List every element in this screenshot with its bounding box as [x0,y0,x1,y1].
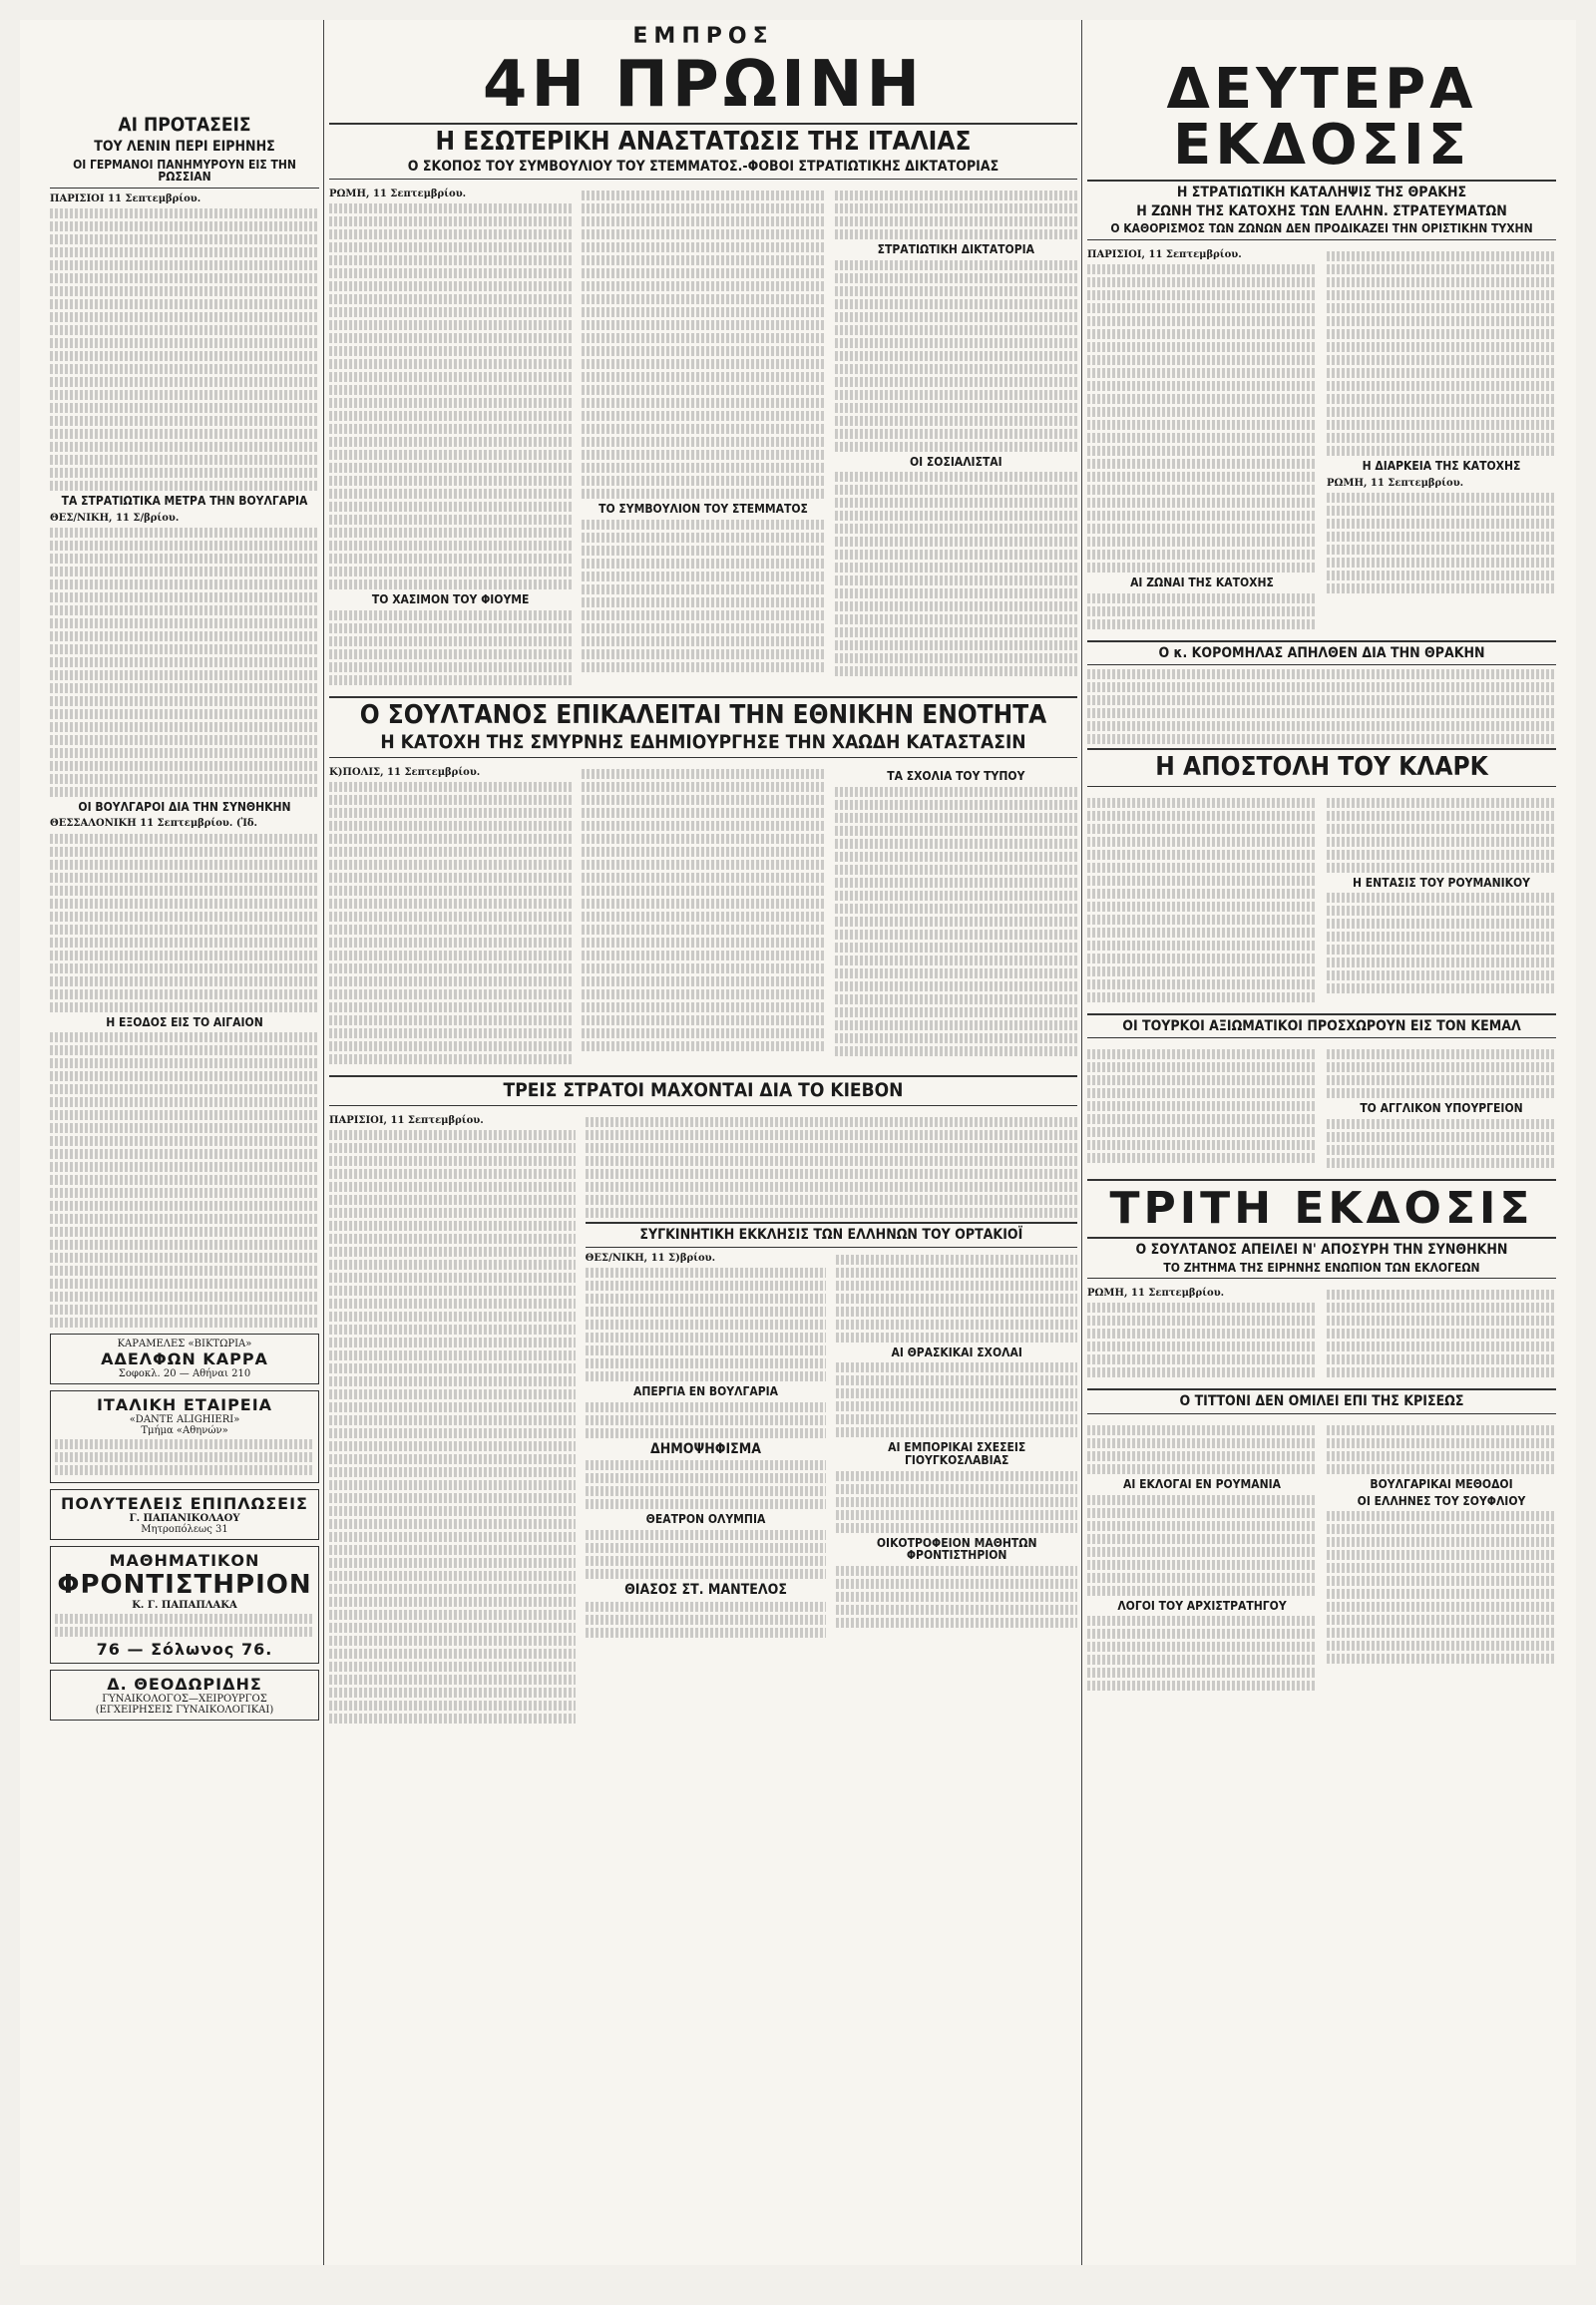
dateline: ΘΕΣ/ΝΙΚΗ, 11 Σ/βρίου. [50,512,180,524]
section-heading: ΛΟΓΟΙ ΤΟΥ ΑΡΧΙΣΤΡΑΤΗΓΟΥ [1117,1598,1287,1613]
section-heading: ΤΟ ΧΑΣΙΜΟΝ ΤΟΥ ΦΙΟΥΜΕ [371,592,530,607]
advertisement: Δ. ΘΕΟΔΩΡΙΔΗΣ ΓΥΝΑΙΚΟΛΟΓΟΣ—ΧΕΙΡΟΥΡΓΟΣ (ΕΓΧΕΙΡΗΣΕΙΣ ΓΥΝΑΙΚΟΛΟΓΙΚΑΙ) [50,1670,319,1721]
article-headline: Ο ΤΙΤΤΟΝΙ ΔΕΝ ΟΜΙΛΕΙ ΕΠΙ ΤΗΣ ΚΡΙΣΕΩΣ [1179,1393,1464,1410]
article-headline: Η ΑΠΟΣΤΟΛΗ ΤΟΥ ΚΛΑΡΚ [1155,752,1488,783]
section-heading: ΑΙ ΕΜΠΟΡΙΚΑΙ ΣΧΕΣΕΙΣ ΓΙΟΥΓΚΟΣΛΑΒΙΑΣ [888,1440,1026,1467]
middle-column [329,20,1077,2265]
dateline: ΡΩΜΗ, 11 Σεπτεμβρίου. [1087,1288,1225,1300]
advertisement: ΚΑΡΑΜΕΛΕΣ «ΒΙΚΤΩΡΙΑ» ΑΔΕΛΦΩΝ ΚΑΡΡΑ Σοφοκλ. 20 — Αθήναι 210 [50,1334,319,1384]
advertisement: ΙΤΑΛΙΚΗ ΕΤΑΙΡΕΙΑ «DANTE ALIGHIERI» Τμήμα «Αθηνών» [50,1390,319,1483]
section-heading: ΟΙ ΣΟΣΙΑΛΙΣΤΑΙ [909,454,1002,469]
advertisement: ΠΟΛΥΤΕΛΕΙΣ ΕΠΙΠΛΩΣΕΙΣ Γ. ΠΑΠΑΝΙΚΟΛΑΟΥ Μητροπόλεως 31 [50,1489,319,1540]
article-columns [1087,1418,1556,1698]
article-headline: ΤΡΕΙΣ ΣΤΡΑΤΟΙ ΜΑΧΟΝΤΑΙ ΔΙΑ ΤΟ ΚΙΕΒΟΝ [503,1079,904,1102]
article-columns [1087,1283,1556,1384]
article-headline: Ο ΣΟΥΛΤΑΝΟΣ ΑΠΕΙΛΕΙ Ν' ΑΠΟΣΥΡΗ ΤΗΝ ΣΥΝΘΗΚΗΝ [1135,1242,1508,1259]
section-heading: ΤΑ ΣΧΟΛΙΑ ΤΟΥ ΤΥΠΟΥ [887,769,1025,783]
dateline: ΠΑΡΙΣΙΟΙ, 11 Σεπτεμβρίου. [1087,248,1242,260]
section-heading: ΣΤΡΑΤΙΩΤΙΚΗ ΔΙΚΤΑΤΟΡΙΑ [877,241,1035,256]
dateline: ΡΩΜΗ, 11 Σεπτεμβρίου. [329,188,467,199]
lead-headline: Ο ΣΟΥΛΤΑΝΟΣ ΕΠΙΚΑΛΕΙΤΑΙ ΤΗΝ ΕΘΝΙΚΗΝ ΕΝΟΤΗΤΑ [359,699,1047,730]
section-heading: ΑΠΕΡΓΙΑ ΕΝ ΒΟΥΛΓΑΡΙΑ [633,1384,778,1398]
section-heading: ΔΗΜΟΨΗΦΙΣΜΑ [649,1440,762,1457]
article-body [50,512,319,797]
article-headline: Ο κ. ΚΟΡΟΜΗΛΑΣ ΑΠΗΛΘΕΝ ΔΙΑ ΤΗΝ ΘΡΑΚΗΝ [1158,644,1485,661]
section-heading: ΟΙ ΕΛΛΗΝΕΣ ΤΟΥ ΣΟΥΦΛΙΟΥ [1357,1493,1526,1508]
lead-subheadline: Η ΚΑΤΟΧΗ ΤΗΣ ΣΜΥΡΝΗΣ ΕΔΗΜΙΟΥΡΓΗΣΕ ΤΗΝ ΧΑΩΔΗ ΚΑΤΑΣΤΑΣΙΝ [380,731,1026,754]
dateline: Κ)ΠΟΛΙΣ, 11 Σεπτεμβρίου. [329,767,481,778]
section-heading: ΑΙ ΕΚΛΟΓΑΙ ΕΝ ΡΟΥΜΑΝΙΑ [1123,1477,1281,1492]
lead-subheadline: Η ΖΩΝΗ ΤΗΣ ΚΑΤΟΧΗΣ ΤΩΝ ΕΛΛΗΝ. ΣΤΡΑΤΕΥΜΑΤΩΝ [1136,202,1507,219]
dateline: ΠΑΡΙΣΙΟΙ, 11 Σεπτεμβρίου. [329,1115,484,1127]
section-heading: ΤΟ ΑΓΓΛΙΚΟΝ ΥΠΟΥΡΓΕΙΟΝ [1360,1101,1523,1116]
lead-headline: Η ΣΤΡΑΤΙΩΤΙΚΗ ΚΑΤΑΛΗΨΙΣ ΤΗΣ ΘΡΑΚΗΣ [1176,185,1467,200]
left-subheadline: ΤΟΥ ΛΕΝΙΝ ΠΕΡΙ ΕΙΡΗΝΗΣ [94,138,275,155]
dateline: ΠΑΡΙΣΙΟΙ 11 Σεπτεμβρίου. [50,192,201,204]
section-heading: Η ΕΞΟΔΟΣ ΕΙΣ ΤΟ ΑΙΓΑΙΟΝ [106,1014,263,1029]
article-columns [1087,244,1556,636]
article-columns [1087,791,1556,1009]
section-heading: Η ΕΝΤΑΣΙΣ ΤΟΥ ΡΟΥΜΑΝΙΚΟΥ [1353,875,1530,890]
section-heading: ΟΙΚΟΤΡΟΦΕΙΟΝ ΜΑΘΗΤΩΝ ΦΡΟΝΤΙΣΤΗΡΙΟΝ [876,1535,1037,1563]
section-heading: ΘΕΑΤΡΟΝ ΟΛΥΜΠΙΑ [645,1512,766,1527]
edition-banner: ΔΕΥΤΕΡΑ ΕΚΔΟΣΙΣ [1166,57,1477,178]
section-heading: ΑΙ ΖΩΝΑΙ ΤΗΣ ΚΑΤΟΧΗΣ [1130,576,1274,590]
section-heading: ΟΙ ΒΟΥΛΓΑΡΟΙ ΔΙΑ ΤΗΝ ΣΥΝΘΗΚΗΝ [78,799,291,814]
left-column [50,20,319,2265]
section-heading: ΘΙΑΣΟΣ ΣΤ. ΜΑΝΤΕΛΟΣ [624,1581,787,1598]
article-columns [329,1110,1077,1730]
right-column [1087,20,1556,2265]
article-body [50,192,319,491]
edition-banner: ΤΡΙΤΗ ΕΚΔΟΣΙΣ [1109,1183,1534,1235]
edition-banner: 4Η ΠΡΩΙΝΗ [482,48,925,122]
article-headline: ΣΥΓΚΙΝΗΤΙΚΗ ΕΚΚΛΗΣΙΣ ΤΩΝ ΕΛΛΗΝΩΝ ΤΟΥ ΟΡΤΑΚΙΟΪ [639,1227,1023,1244]
article-body [50,1032,319,1328]
advertisement: ΜΑΘΗΜΑΤΙΚΟΝ ΦΡΟΝΤΙΣΤΗΡΙΟΝ Κ. Γ. ΠΑΠΑΠΛΑΚΑ 76 — Σόλωνος 76. [50,1546,319,1664]
masthead: ΕΜΠΡΟΣ [632,24,774,49]
dateline: ΡΩΜΗ, 11 Σεπτεμβρίου. [1327,477,1464,489]
dateline: ΘΕΣΣΑΛΟΝΙΚΗ 11 Σεπτεμβρίου. (Ἰδ. [50,818,258,830]
article-subheadline: ΤΟ ΖΗΤΗΜΑ ΤΗΣ ΕΙΡΗΝΗΣ ΕΝΩΠΙΟΝ ΤΩΝ ΕΚΛΟΓΕΩΝ [1163,1260,1480,1275]
section-heading: ΒΟΥΛΓΑΡΙΚΑΙ ΜΕΘΟΔΟΙ [1370,1477,1513,1492]
article-columns [1087,1042,1556,1175]
article-columns [329,184,1077,692]
left-deck: ΟΙ ΓΕΡΜΑΝΟΙ ΠΑΝΗΜΥΡΟΥΝ ΕΙΣ ΤΗΝ ΡΩΣΣΙΑΝ [73,157,296,185]
section-heading: ΤΟ ΣΥΜΒΟΥΛΙΟΝ ΤΟΥ ΣΤΕΜΜΑΤΟΣ [598,501,808,516]
lead-headline: Η ΕΣΩΤΕΡΙΚΗ ΑΝΑΣΤΑΤΩΣΙΣ ΤΗΣ ΙΤΑΛΙΑΣ [435,127,972,157]
column-rule [323,20,324,2265]
dateline: ΘΕΣ/ΝΙΚΗ, 11 Σ)βρίου. [585,1252,716,1264]
lead-deck: Ο ΚΑΘΟΡΙΣΜΟΣ ΤΩΝ ΖΩΝΩΝ ΔΕΝ ΠΡΟΔΙΚΑΖΕΙ ΤΗΝ ΟΡΙΣΤΙΚΗΝ ΤΥΧΗΝ [1110,221,1533,236]
section-heading: ΤΑ ΣΤΡΑΤΙΩΤΙΚΑ ΜΕΤΡΑ ΤΗΝ ΒΟΥΛΓΑΡΙΑ [61,494,308,508]
section-heading: ΑΙ ΘΡΑΣΚΙΚΑΙ ΣΧΟΛΑΙ [891,1345,1022,1359]
column-rule [1081,20,1082,2265]
article-columns [329,762,1077,1071]
newspaper-page [20,20,1576,2265]
left-headline: ΑΙ ΠΡΟΤΑΣΕΙΣ [118,114,251,136]
article-headline: ΟΙ ΤΟΥΡΚΟΙ ΑΞΙΩΜΑΤΙΚΟΙ ΠΡΟΣΧΩΡΟΥΝ ΕΙΣ ΤΟΝ ΚΕΜΑΛ [1122,1017,1521,1034]
article-body [50,817,319,1011]
section-heading: Η ΔΙΑΡΚΕΙΑ ΤΗΣ ΚΑΤΟΧΗΣ [1362,458,1521,473]
lead-subheadline: Ο ΣΚΟΠΟΣ ΤΟΥ ΣΥΜΒΟΥΛΙΟΥ ΤΟΥ ΣΤΕΜΜΑΤΟΣ.-ΦΟΒΟΙ ΣΤΡΑΤΙΩΤΙΚΗΣ ΔΙΚΤΑΤΟΡΙΑΣ [407,159,999,176]
